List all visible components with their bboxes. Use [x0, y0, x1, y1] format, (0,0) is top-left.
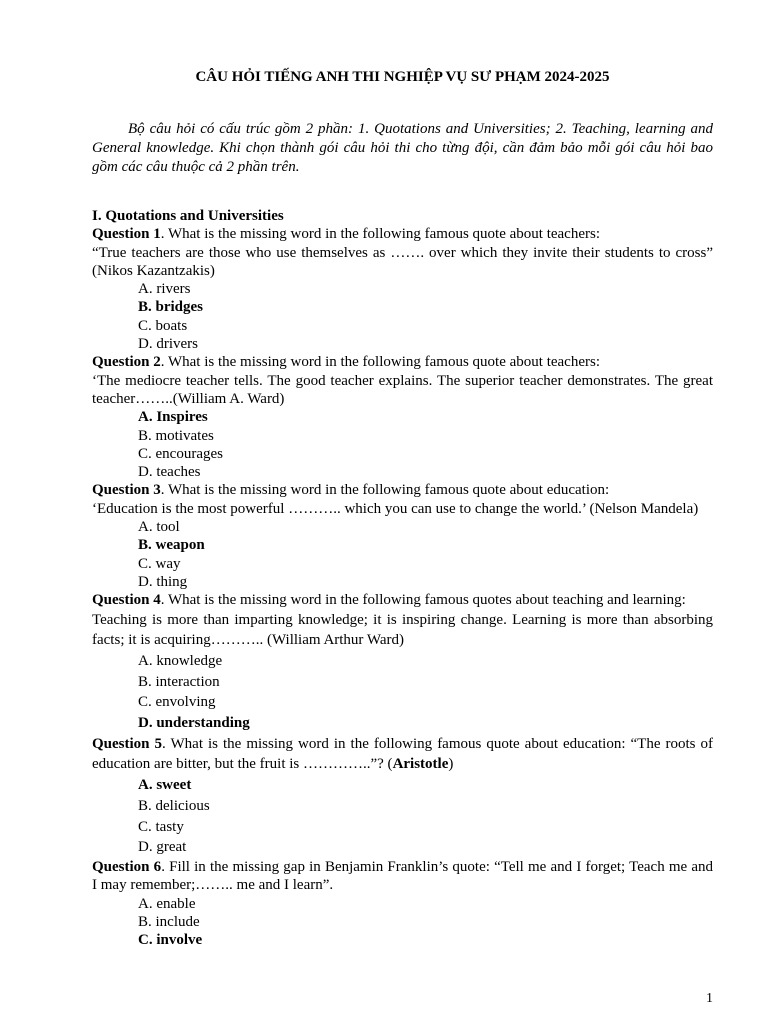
- option-d: D. teaches: [138, 464, 201, 481]
- option-a: A. tool: [138, 519, 180, 536]
- question-quote: “True teachers are those who use themselves as ……. over which they invite their students to cross” (Nikos Kazantzakis): [92, 244, 713, 279]
- option-b: B. motivates: [138, 427, 214, 444]
- document-title: CÂU HỎI TIẾNG ANH THI NGHIỆP VỤ SƯ PHẠM 2024-2025: [195, 69, 610, 85]
- question-1: [92, 225, 713, 243]
- option-c-correct: C. involve: [138, 932, 203, 949]
- question-stem: . What is the missing word in the following famous quotes about teaching and learning:: [160, 592, 686, 609]
- question-stem: . What is the missing word in the following famous quote about teachers:: [160, 226, 600, 243]
- option-c: C. tasty: [138, 818, 184, 835]
- option-a: A. knowledge: [138, 652, 223, 669]
- question-stem: . Fill in the missing gap in Benjamin Franklin’s quote: “Tell me and I forget; Teach me and I may remember;…….. me and I learn”.: [92, 858, 714, 894]
- question-3: [92, 481, 713, 499]
- quote-author: Aristotle: [392, 756, 449, 773]
- option-c: C. boats: [138, 317, 188, 334]
- option-b: B. delicious: [138, 797, 210, 814]
- option-b: B. interaction: [138, 673, 220, 690]
- option-a-correct: A. sweet: [138, 777, 192, 794]
- question-5: [92, 734, 713, 775]
- question-2: [92, 353, 713, 371]
- option-b: B. include: [138, 913, 200, 930]
- question-label: Question 6: [92, 858, 162, 875]
- option-a: A. enable: [138, 895, 196, 912]
- option-c: C. encourages: [138, 445, 223, 462]
- section-heading: I. Quotations and Universities: [92, 208, 284, 224]
- intro-paragraph: Bộ câu hỏi có cấu trúc gồm 2 phần: 1. Quotations and Universities; 2. Teaching, learning and General knowledge. Khi chọn thành gói câu hỏi thi cho từng đội, cần đảm bảo mỗi gói câu hỏi bao gồm các câu thuộc cả 2 phần trên.: [92, 121, 713, 175]
- question-quote: ‘The mediocre teacher tells. The good teacher explains. The superior teacher demonstrates. The great teacher……..(William A. Ward): [92, 372, 713, 407]
- question-quote: ‘Education is the most powerful ……….. which you can use to change the world.’ (Nelson Mandela): [92, 500, 699, 517]
- question-stem: . What is the missing word in the following famous quote about education: “The roots of education are bitter, but the fruit is …………..”? (: [92, 735, 713, 773]
- question-stem: . What is the missing word in the following famous quote about education:: [160, 482, 610, 499]
- option-d: D. drivers: [138, 336, 198, 353]
- option-c: C. way: [138, 555, 181, 572]
- option-a-correct: A. Inspires: [138, 409, 208, 426]
- question-label: Question 1: [92, 226, 161, 243]
- question-label: Question 5: [92, 735, 163, 752]
- question-4: [92, 591, 713, 609]
- question-label: Question 3: [92, 482, 161, 499]
- question-stem-end: ): [448, 756, 454, 773]
- question-label: Question 2: [92, 354, 161, 371]
- option-b-correct: B. weapon: [138, 537, 205, 554]
- question-label: Question 4: [92, 592, 161, 609]
- page-number: 1: [706, 991, 713, 1006]
- option-a: A. rivers: [138, 281, 191, 298]
- option-b-correct: B. bridges: [138, 299, 204, 316]
- question-quote: Teaching is more than imparting knowledge; it is inspiring change. Learning is more than absorbing facts; it is acquiring……….. (William Arthur Ward): [92, 611, 713, 649]
- option-d: D. great: [138, 839, 187, 856]
- option-d-correct: D. understanding: [138, 715, 250, 732]
- document-body: [92, 207, 713, 949]
- question-6: [92, 858, 713, 895]
- option-d: D. thing: [138, 573, 188, 590]
- option-c: C. envolving: [138, 694, 216, 711]
- question-stem: . What is the missing word in the following famous quote about teachers:: [160, 354, 600, 371]
